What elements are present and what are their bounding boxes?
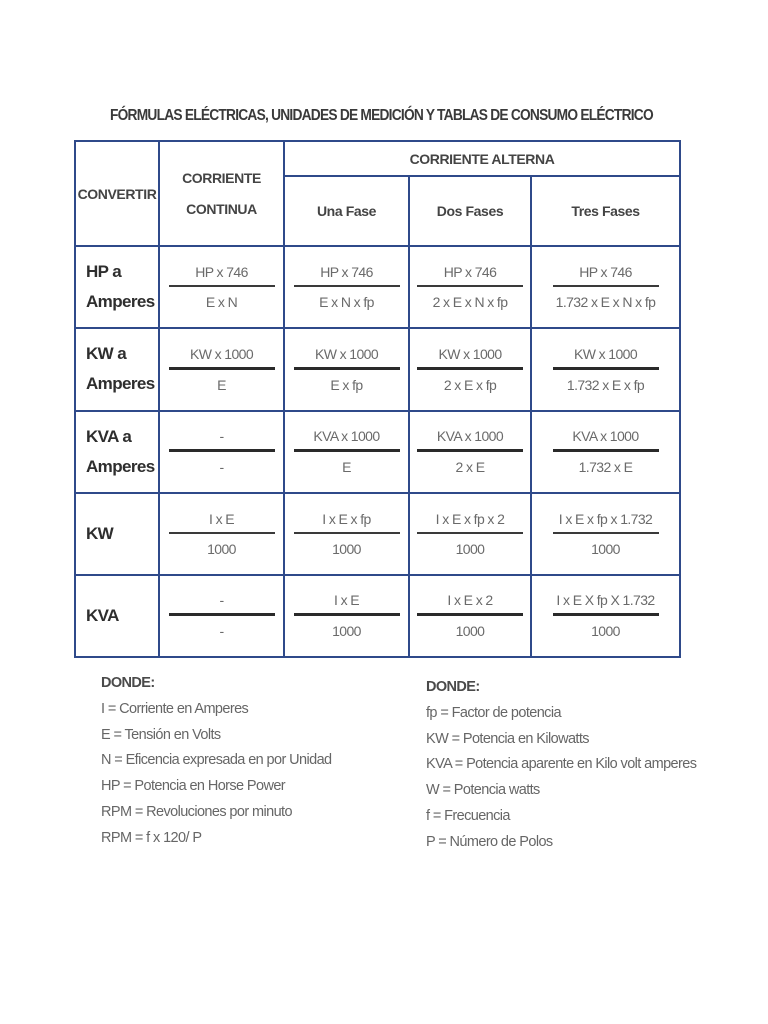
table-row (75, 411, 680, 493)
fraction (553, 424, 659, 479)
header-dos-fases: Dos Fases (409, 176, 531, 246)
fraction-numerator: HP x 746 (195, 264, 248, 281)
fraction-numerator: I x E x 2 (447, 592, 493, 609)
formula-cell (531, 493, 680, 575)
fraction (417, 507, 523, 561)
fraction-numerator: I x E x fp (322, 510, 371, 527)
fraction-numerator: KW x 1000 (438, 345, 502, 362)
formula-cell (531, 575, 680, 657)
fraction-denominator: 1000 (455, 540, 485, 557)
fraction-numerator: KW x 1000 (189, 345, 254, 362)
table-row (75, 246, 680, 328)
formula-cell (284, 411, 409, 493)
fraction-numerator: HP x 746 (320, 264, 373, 281)
formula-cell (159, 411, 284, 493)
formula-table (74, 140, 681, 658)
formula-cell (531, 328, 680, 410)
legend-item: N = Eficencia expresada en por Unidad (101, 752, 332, 769)
fraction-numerator: KVA x 1000 (313, 428, 380, 445)
table-header-row (75, 141, 680, 176)
fraction-denominator: 1000 (455, 623, 485, 640)
fraction-denominator: 2 x E x fp (443, 376, 497, 393)
fraction (294, 260, 400, 314)
fraction (553, 588, 659, 643)
fraction-numerator: I x E (208, 510, 234, 527)
formula-cell (531, 246, 680, 328)
legend-item: W = Potencia watts (426, 782, 540, 799)
fraction-bar (553, 367, 659, 370)
document-title: FÓRMULAS ELÉCTRICAS, UNIDADES DE MEDICIÓN Y TABLAS DE CONSUMO ELÉCTRICO (110, 107, 653, 124)
header-corriente-continua-line1: CORRIENTE (182, 169, 261, 186)
fraction-denominator: E x N (205, 294, 238, 311)
fraction-bar (169, 532, 275, 534)
formula-cell (531, 411, 680, 493)
fraction-bar (294, 367, 400, 370)
fraction-numerator: I x E x fp x 2 (435, 510, 505, 527)
fraction-bar (169, 285, 275, 287)
legend-item: RPM = Revoluciones por minuto (101, 803, 292, 820)
fraction-bar (294, 532, 400, 534)
fraction-denominator: 1000 (591, 540, 620, 557)
formula-cell (284, 328, 409, 410)
fraction-denominator: 1000 (207, 540, 236, 557)
formula-cell (159, 575, 284, 657)
fraction-numerator: I x E x fp x 1.732 (558, 510, 653, 527)
fraction (169, 588, 275, 643)
fraction-denominator: - (219, 623, 224, 640)
fraction (417, 342, 523, 397)
fraction (553, 342, 659, 397)
fraction (417, 260, 523, 314)
fraction-bar (294, 449, 400, 452)
header-corriente-continua (159, 141, 284, 246)
fraction (169, 260, 275, 314)
fraction-denominator: 1000 (332, 623, 361, 640)
header-convertir: CONVERTIR (75, 141, 159, 246)
formula-cell (284, 493, 409, 575)
formula-cell (409, 575, 531, 657)
fraction-bar (417, 449, 523, 452)
fraction-bar (417, 532, 523, 534)
fraction-denominator: 1000 (591, 623, 620, 640)
fraction-denominator: - (219, 459, 224, 476)
fraction-denominator: 1.732 x E x fp (566, 376, 645, 393)
legend-item: KVA = Potencia aparente en Kilo volt amperes (426, 756, 697, 773)
fraction-denominator: E x N x fp (319, 294, 374, 311)
fraction-numerator: - (219, 428, 224, 445)
legend-item: KW = Potencia en Kilowatts (426, 730, 589, 747)
formula-cell (284, 575, 409, 657)
row-label-kw: KW (75, 493, 159, 575)
fraction (417, 424, 523, 479)
fraction (417, 588, 523, 643)
header-corriente-continua-line2: CONTINUA (186, 200, 257, 217)
formula-cell (409, 493, 531, 575)
fraction-bar (553, 285, 659, 287)
fraction (553, 507, 659, 561)
fraction-bar (169, 449, 275, 452)
fraction-bar (417, 285, 523, 287)
formula-cell (159, 328, 284, 410)
formula-cell (409, 246, 531, 328)
fraction-bar (294, 613, 400, 616)
legend-item: fp = Factor de potencia (426, 704, 561, 721)
fraction-bar (553, 613, 659, 616)
legend-item: f = Frecuencia (426, 807, 510, 824)
header-corriente-alterna: CORRIENTE ALTERNA (284, 141, 680, 176)
formula-cell (284, 246, 409, 328)
fraction (553, 260, 659, 314)
fraction-denominator: E (217, 376, 226, 393)
row-label-hp-amperes: HP a Amperes (75, 246, 159, 328)
legend-right-title: DONDE: (426, 679, 480, 695)
fraction-numerator: - (219, 592, 224, 609)
fraction (294, 588, 400, 643)
fraction (169, 342, 275, 397)
fraction (294, 424, 400, 479)
formula-cell (159, 246, 284, 328)
table-row (75, 493, 680, 575)
fraction-bar (294, 285, 400, 287)
fraction-numerator: I x E (333, 592, 359, 609)
legend-item: I = Corriente en Amperes (101, 700, 249, 717)
row-label-kva-amperes: KVA a Amperes (75, 411, 159, 493)
fraction-bar (553, 449, 659, 452)
legend-item: RPM = f x 120/ P (101, 829, 202, 846)
fraction (169, 507, 275, 561)
fraction (294, 507, 400, 561)
fraction-numerator: KW x 1000 (573, 345, 638, 362)
row-label-kw-amperes: KW a Amperes (75, 328, 159, 410)
fraction-numerator: KVA x 1000 (572, 428, 639, 445)
fraction (169, 424, 275, 479)
legend-right (426, 675, 696, 856)
table-row (75, 328, 680, 410)
fraction-numerator: HP x 746 (443, 264, 497, 281)
fraction-denominator: 2 x E x N x fp (432, 294, 508, 311)
fraction-denominator: 1000 (332, 540, 361, 557)
header-una-fase: Una Fase (284, 176, 409, 246)
formula-cell (409, 328, 531, 410)
legend-item: P = Número de Polos (426, 833, 553, 850)
fraction-denominator: E (342, 459, 351, 476)
fraction-denominator: 1.732 x E (578, 459, 633, 476)
fraction-bar (169, 367, 275, 370)
fraction-numerator: KVA x 1000 (436, 428, 504, 445)
fraction-numerator: I x E X fp X 1.732 (556, 592, 655, 609)
legend-left (101, 671, 332, 852)
fraction-numerator: HP x 746 (579, 264, 632, 281)
legend-item: HP = Potencia en Horse Power (101, 778, 286, 795)
legend-left-title: DONDE: (101, 675, 155, 691)
fraction-denominator: E x fp (330, 376, 363, 393)
fraction-bar (417, 367, 523, 370)
fraction-bar (169, 613, 275, 616)
formula-cell (409, 411, 531, 493)
fraction-bar (417, 613, 523, 616)
fraction-denominator: 2 x E (455, 459, 485, 476)
fraction-bar (553, 532, 659, 534)
legend-item: E = Tensión en Volts (101, 726, 221, 743)
fraction-denominator: 1.732 x E x N x fp (555, 294, 656, 311)
table-row (75, 575, 680, 657)
fraction-numerator: KW x 1000 (314, 345, 379, 362)
formula-cell (159, 493, 284, 575)
header-tres-fases: Tres Fases (531, 176, 680, 246)
fraction (294, 342, 400, 397)
row-label-kva: KVA (75, 575, 159, 657)
